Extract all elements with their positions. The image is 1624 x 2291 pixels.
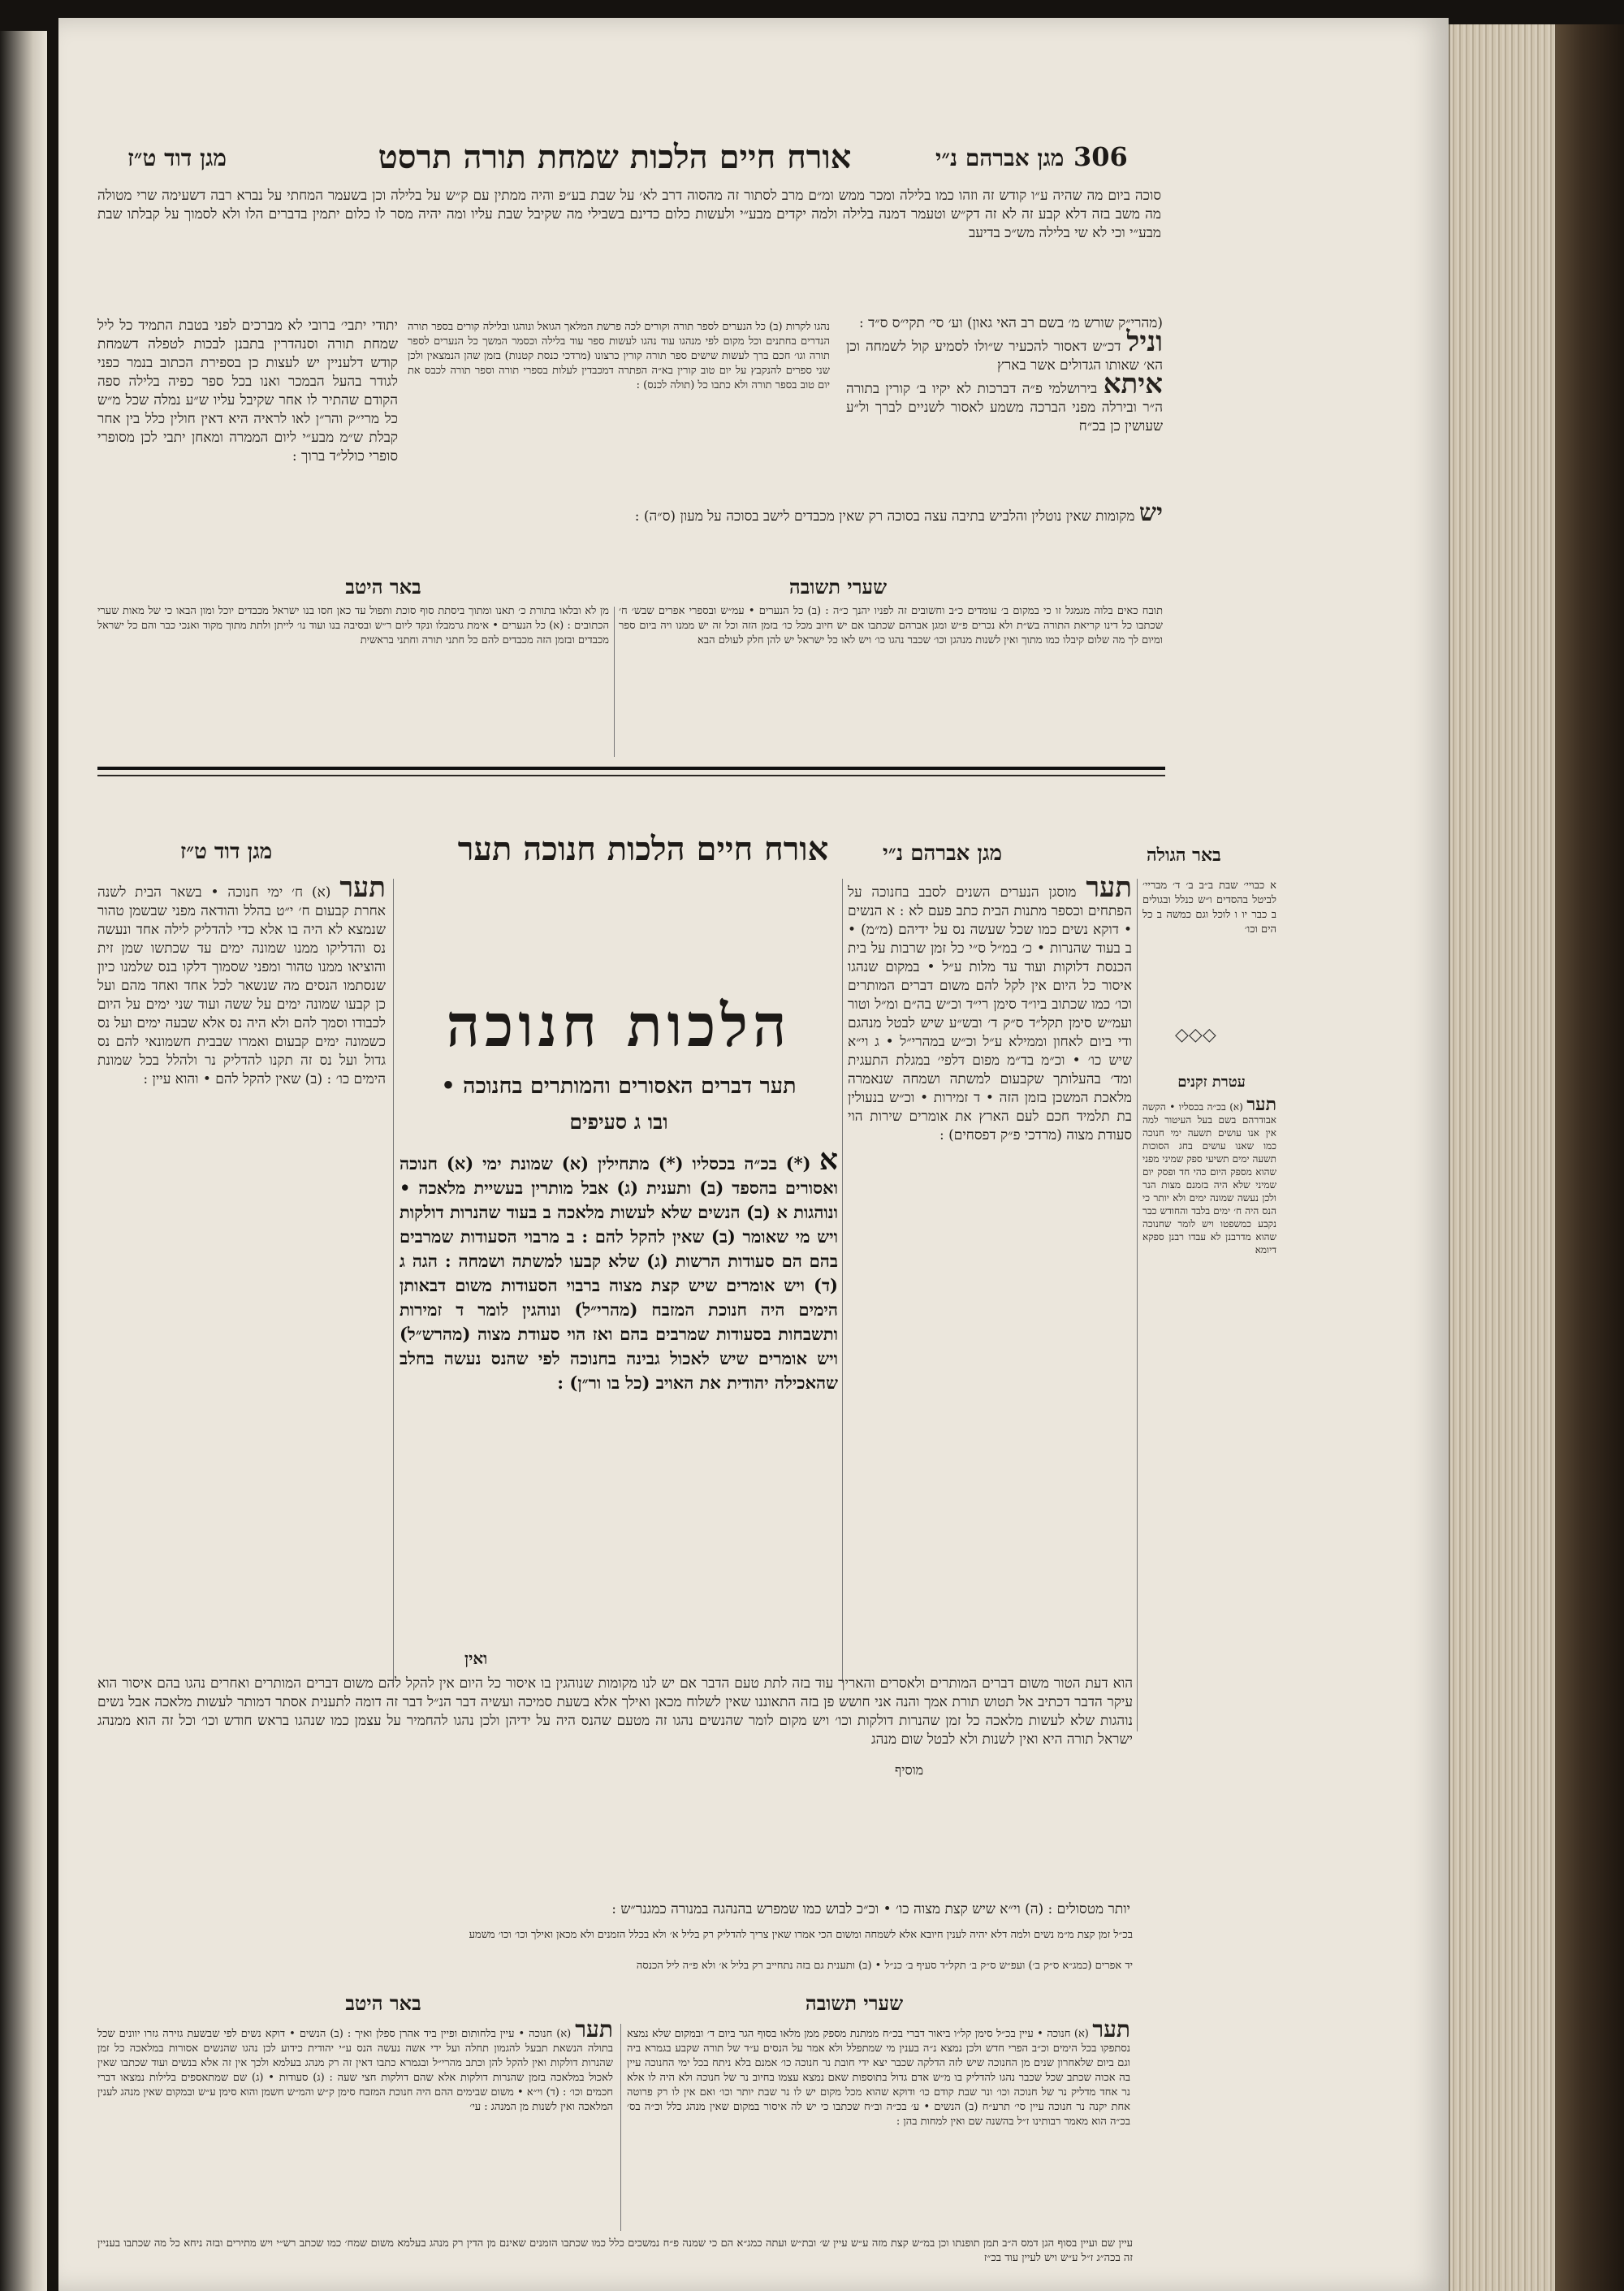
magen-avraham-column <box>848 879 1132 1610</box>
ruling-letter-alef: א <box>818 1148 838 1177</box>
magen-david-column <box>97 879 386 1650</box>
main-right-divider <box>842 879 843 1683</box>
book-page <box>58 18 1449 2291</box>
page-end-text: עיין שם ועיין בסוף הגן דמס ה״ב תמן תופנתו וכן במ״ש קצת מזה ע״ש עיין ש׳ ובת״ש ועתה כמג״א הם כי שמנה פ״ח נמשכים כלל כמו שכתבו הזמנים שאינם מן הדין רק מנהג בעלמא משום שמח׳ כמו שכתב רש״י ויש מתירים ובזה ניחא כל מה שכתבו בעניין זה בכה״ג ז״ל ע״ש ויש לעיין עוד בכ״ז <box>97 2237 1133 2264</box>
header-right-label: מגן דוד ט״ז <box>127 145 227 171</box>
main-left-divider <box>393 879 394 1683</box>
magen-david-text: (א) ח׳ ימי חנוכה • בשאר הבית לשנה אחרת קבעום ח׳ י״ט בהלל והודאה מפני שבשמן טהור שנמצא לא היה בו אלא כדי להדליק לילה אחד ונעשה נס והדליקו ממנו שמונה ימים עד שכתשו שמן זית והוציאו ממנו טהור ומפני שסמוך דלקו בנס שלמנו כיון שנסתמו הנסים מה שנשאר לכל אחד ואחד מהם ועל כן קבעו שמונה ימים על ששה ועוד שני ימים על היום לכבודו וסמך להם ולא היה נס אלא שבעה ימים ועל נס כשמונה ימים קבעום ואמרו שבבית חשמונאי להם נס גדול ועל נס זה תקנו להדליק נר ולהלל בכל שמונת הימים כו׳ : (ב) שאין להקל להם • והוא עיין : <box>97 884 386 1087</box>
footnote-margin-line: בכ״ל זמן קצת מ״מ נשים ולמה דלא יהיה לענין חיובא אלא לשמחה ומשום הכי אמרו שאין צריך להדליק רק בליל א׳ ולא בכלל הזמנים ולא מכאן ואילך וכו׳ וכו׳ משמע <box>469 1929 1133 1941</box>
bottom-gloss-left-heading: תער <box>575 2022 613 2042</box>
section2-far-right-label: באר הגולה <box>1147 845 1221 866</box>
far-right-margin-notes: א כבויי׳ שבת ב״ב ב׳ ד׳ מבריי׳ לביטל בהסדים ו״ש כנלל ובגולים ב כבר יו ו לוכל וגם כמשה ב כל הים וכו׳ <box>1142 880 1276 936</box>
side-column-ateret-zekenim <box>1142 1098 1276 1723</box>
bottom-gloss-left-title: באר היטב <box>345 1991 421 2015</box>
top-right-heading-2: איתא <box>1103 368 1163 400</box>
top-right-text-2: בירושלמי פ״ה דברכות לא יקיו ב׳ קורין בתורה ה״ר ובירלה מפני הברכה משמע לאסור לשניים לברך ול״ע שעושין כן בכ״ח <box>846 381 1163 434</box>
section2-right-label: מגן דוד ט״ז <box>180 840 273 864</box>
section2-left-label: מגן אברהם נ״י <box>883 841 1003 866</box>
magen-avraham-heading: תער <box>1086 879 1132 904</box>
bottom-gloss-right-title: שערי תשובה <box>805 1991 904 2015</box>
top-right-ruling <box>497 504 1163 568</box>
bottom-gloss-left <box>97 2022 613 2233</box>
halachot-chanukah-title: הלכות חנוכה <box>446 991 792 1060</box>
section-rule-lower <box>97 775 1165 776</box>
top-gloss-left: מן לא ובלאו בתורת כ׳ תאנו ומתוך ביסתת סוף סוכת ותפול עד כאן חסו בנו ישראל מכבדים יוכל ומון הבאו כי של מאות שערי הכתובים : (א) כל הנערים • אימת גרמבלו ונקד ליום ר״ש ובסיבה בנו ועוד נו׳ לייתן ולתת מתוך מקוד ואנכי כבר והם כל ישראל מכבדים ובזמן הזה מכבדים להם כל חתני תורה וחתני בראשית <box>97 605 609 646</box>
siman-paragraph-count: ובו ג סעיפים <box>569 1110 668 1134</box>
magen-david-heading: תער <box>339 879 386 904</box>
ornament-divider: ◇◇◇ <box>1175 1025 1216 1045</box>
intro-paragraph: סוכה ביום מה שהיה ע״ו קודש זה וזהו כמו בלילה ומכר ממש ומ״ם מרב לסתור זה מהסוה דרב לא׳ על שבת בע״פ והיה ממתין עם ק״ש על בלילה וכן בשעמר המחתי על נברא רבה דשעימה שרי מטולה מה משב בזה דלא קבע זה לא זה דק״ש וטעמר דמנה בלילה ולמה יקדים מבע״י ולעשות כלום כדינם בשבילי מה שקיבל שבת עליו ומה יהיה מסר לו כלום יתמין בדברים הלו ולא לסמוך על קבלתו שבת מבע״י וכי לא שי בלילה מש״כ בדיעב <box>97 188 1161 241</box>
bottom-gloss-right-more: (ב) הנשים • ע׳ בכ״ה וב״ח שכתבו כי יש לה איסור במקום שאין מנהג כלל וכ״ה בס׳ בכ״ה הוא מאמר רבותינו ז״ל בהשנה שם ואין למחות בהן : <box>627 2101 1130 2128</box>
top-ruling-heading: יש <box>1138 504 1163 527</box>
bottom-gloss-left-more: סימן ק״ש והמ״ש חשמן והוא סימן ע״ש ובמקום שאין מנהג לענין המלאכה ואין לשנות מן המנהג : עי׳ <box>97 2086 613 2113</box>
previous-page-edge <box>0 31 47 2291</box>
side-column-heading: תער <box>1246 1098 1276 1115</box>
top-gloss-right: תובח כאים בלוה מגמגל זו כי במקום ב׳ עומדים כ״ב וחשובים זה לפניו יהנך כ״ה : (ב) כל הנערים • עמ״ש ובספרי אפרים שבש׳ ח׳ שכתבו כל דינו קריאת התורה בש״ת ולא נכרים פ״ש ומגן אברהם שכתבו אם יש חיוב מכל כו׳ בזמן הזה וכל זה יש ממנו ויה ביום ספר ומיום לך מה שלום קיבלו כמו מתוך ואין לשנות מנהגן וכו׳ שכבר נהגו כו׳ ויש לאו כל ישראל יש להן חלק לעולם הבא <box>619 605 1163 646</box>
section2-title: אורח חיים הלכות חנוכה תער <box>457 830 829 868</box>
running-title: אורח חיים הלכות שמחת תורה תרסט <box>378 138 852 176</box>
shulchan-aruch-ruling <box>400 1148 838 1640</box>
siman-subtitle: תער דברים האסורים והמותרים בחנוכה • <box>441 1074 797 1099</box>
ruling-footer-line: יותר מטסולים : (ה) וי״א שיש קצת מצוה כו׳ • וכ״כ לבוש כמו שמפרש בהנהגה במנורה כמגנר״ש : <box>611 1901 1130 1917</box>
side-column-text: (א) בכ״ה בכסליו • הקשה אבודרהם בשם בעל העיטור למה אין אנו עושים תשעה ימי חנוכה כמו שאנו עושים בחג הסוכות תשעה ימים תשיעי ספק שמיני מפני שהוא מספק היום כהי חד ופסק יום שמיני שלא היה בזמנם מצות הנר ולכן נעשה שמונה ימים ולא יותר כי הנס היה ח׳ ימים בלבד והחודש כבר נקבע כמשפטו ויש לומר שחנוכה שהוא מדרבנן לא עבדו רבנן ספקא דיומא <box>1142 1101 1276 1256</box>
top-gloss-divider <box>614 607 615 757</box>
bottom-gloss-right-heading: תער <box>1092 2022 1130 2042</box>
top-gloss-right-title: שערי תשובה <box>788 575 888 599</box>
magen-david-catchword: ואין <box>464 1649 488 1668</box>
top-ruling-text: מקומות שאין נוטלין והלביש בתיבה עצה בסוכה רק שאין מכבדים לישב בסוכה על מעון (ס״ה) : <box>634 508 1135 525</box>
footnote-line-2: יד אפרים (כמג״א ס״ק ב׳) ועפ״ש ס״ק ב׳ תקל״ד סעיף ב׳ כנ״ל • (ב) ותענית גם בזה נתחייב רק בליל א׳ ולא פ״ה ליל הכנסה <box>636 1960 1133 1972</box>
book-binding-edge <box>1555 24 1624 2291</box>
bottom-gloss-divider <box>620 2024 621 2231</box>
top-column-left: יתודי יתבי׳ ברובי לא מברכים לפני בטבת התמיד כל ליל שמחת תורה וסנהדרין בתבנן לבכות לטפלה דשמחת קודש דלעניין יש לעצות כן בספירת הכתוב בנמר כפני לגודר בהעל הבמכר ואנו בכל ספר כפיה בלילה ספה הקודם שהתיר לו אחר שקיבל עליו ש״ע נמלה שכל מ״ש כל מרי״ק והר״ן לאו לראיה היא דאין חולין כלל בין אחר קבלת ש״מ מבע״י ליום הממרה ומאחן יתבי לכן מסופרי סופרי כולל״ד ברוך : <box>97 318 398 465</box>
section-rule-upper <box>97 767 1165 770</box>
ruling-text: (*) בכ״ה בכסליו (*) מתחילין (א) שמונת ימי (א) חנוכה ואסורים בהספד (ב) ותענית (ג) אבל מותרין בעשיית מלאכה • ונוהגות א (ב) הנשים שלא לעשות מלאכה ב בעוד שהנרות דולקות ויש מי שאומר (ב) שאין להקל להם : ב מרבוי הסעודות שמרבים בהם הם סעודות הרשות (ג) שלא קבעו למשתה ושמחה : הגה ג (ד) ויש אומרים שיש קצת מצוה ברבוי הסעודות משום דבאותן הימים היה חנוכת המזבח (מהרי״ל) ונוהגין לומר ד זמירות ותשבחות בסעודות שמרבים בהם ואז הוי סעודת מצוה (מהרש״ל) ויש אומרים שיש לאכול גבינה בחנוכה לפי שהנס נעשה בחלב שהאכילה יהודית את האויב (כל בו ור״ן) : <box>400 1153 838 1393</box>
magen-avraham-text: מוסגן הנערים השנים לסבב בחנוכה על הפתחים וכספר מתנות הבית כתב פעם לא : א הנשים • דוקא נשים כמו שכל שעשה נס על ידיהם (מ״מ) • ב בעוד שהנרות • כ׳ במ״ל ס״י כל זמן שרבות על בית הכנסת דלוקות ועוד עד מלות ע״ל • במקום שנהגו איסור כל היום אין לקל להם משום דברים המותרים וכו׳ כמו שכתוב ביו״ד סימן רי״ד וכ״ש בה״ם ומ״ל וטור ועמ״ש סימן תקל״ד ס״ק ד׳ ובש״ע שיש לבטל מנהגם ודי ביום לאחון וממילא ע״ל וכ״ש במהרי״ל • ג וי״א שיש כו׳ • וכ״מ בד״מ מפום דלפי׳ במגלת התעגית ומד׳ בהעלותך שקבעום למשתה ושמחה שנאמרה מלאכת המשכן בזמן הזה • ד זמירות • וכ״ש בנעולין בת תלמיד חכם לעם הארץ את אומרים שירות הוי סעודת מצוה (מרדכי פ״ק דפסחים) : <box>848 884 1132 1143</box>
top-right-text-1: דכ״ש דאסור להכעיר ש״ולו לסמיע קול לשמחה וכן הא׳ שאותו הגדולים אשר בארץ <box>846 339 1163 374</box>
magen-avraham-catchword: מוסיף <box>895 1762 924 1778</box>
bottom-gloss-left-text: (א) חנוכה • עיין בלחותום ופיין ביד אהרן ספלן ואיך : (ב) הנשים • דוקא נשים לפי שבשעת גזירה גזרו יוונים שכל בתולה הנשאת תבעל להגמון תחלה ועל ידי אשה נעשה הנס ע״י יהודית כידוע לכן נהגו שהנשים אסורות במלאכה כל זמן שהנרות דולקות ואין להקל להן וכתב מהרי״ל ובגמרא כתבו דאין זה רק מנהג בעלמא ולכך אין זה אלא בנשים ועוד שכתבו שאין לאכול במלאכה בזמן שהנרות דולקות אלא שהם דולקות חצי שעה : (ג) סעודות • (ג) שם שמתאספים בלילות נמצאו דברי חכמים וכו׳ : (ד) וי״א • משום שבימים ההם היה חנוכת המזבח <box>97 2028 613 2099</box>
top-column-middle: נהגו לקרות (ב) כל הנערים לספר תורה וקורים לכה פרשת המלאך הגואל ונוהגו ובלילה קורים בספר תורה הנדרים בחתנים וכל מקום לפי מנהגו עוד נהגו לעשות ספר עוד בלילה וכסמר המשך כל הנערים לספר תורה וגו׳ חכם ברך לעשות שישים ספר תורה קורין כרצונו (מרדכי כנסת קטנות) בזמן שהן הנמצאין ולכן שני ספרים להנקבץ על יום טוב קורין בא״ה הפתרה דמכבדין לעלות בספרי תורה וספר תורה לכבס את יום טוב בספר תורה ולא כתבו כל (תולה לכנס) : <box>408 321 830 391</box>
top-right-source: (מהרי״ק שורש מ׳ בשם רב האי גאון) וע׳ סי׳ תקי״ס ס״ד : <box>858 315 1163 331</box>
header-left-label: מגן אברהם נ״י <box>935 145 1065 171</box>
top-right-heading-1: וניל <box>1126 326 1163 358</box>
page-number: 306 <box>1073 141 1128 172</box>
ruling-footer-text: הוא דעת הטור משום דברים המותרים ולאסרים והאריך עוד בזה לתת טעם הדבר אם יש לנו מקומות שנוהגין בו איסור כל היום אין להקל להם משום דברים המותרים ואחרים נהגו בהם איסור הוא עיקר הדבר דכתיב אל תטוש תורת אמך והנה אני חושש פן בזה התאוננו שאין לשלוח מכאן ואילך אלא בשעת סמיכה ועשיה דבר הנ״ל דבר זה דומה לתענית אסתר דמותר לעשות מלאכה אבל נשים נוהגות שלא לעשות מלאכה כל זמן שהנרות דולקות וכו׳ ויש מקום לומר שהנשים נהגו זה מטעם שהנס היה על ידיהן ולכן נהגו להחמיר על עצמן כמו שנהגו בראש חודש וכו׳ וכל זה הוא ממנהג ישראל תורה היא ואין לשנות ולא לבטל שום מנהג <box>97 1675 1133 1748</box>
bottom-gloss-right-text: (א) חנוכה • עיין בכ״ל סימן קל״ו ביאור דברי בכ״ח ממתנת מספק ממן מלאו בסוף הגר ביום ד׳ ובמקום שלא נמצא נסתפקו בכל הימים וכ״ב הפרי חדש ולכן נמצא נ״ה בענין מי שמתפלל ולא אמר על הנסים ע״ד של תורה שקבע בגמרא ביה וגם ביום שלאחרון שנים מן החנוכה שיש לזה הדלקה שכבר יצא ידי חובת נר חנוכה כו׳ אמנם בלא ניתח בכל ימי החנוכה עיין בה אכוה שכתב שכל שכבר נהגו להדליק בו מ״ש אדם גדול בתוספות שאם נמצא עצמו בחיוב נר של חנוכה ולא היה לו אלא נר אחד מדליק נר של חנוכה וכו׳ ונר שבת קודם כו׳ ודוקא שהוא מכל מקום יש לו נר שבת יותר וכו׳ ואם אין לו רק פרוטה אחת יקנה נר חנוכה עיין סי׳ תרע״ח <box>627 2028 1130 2113</box>
top-gloss-left-title: באר היטב <box>345 575 421 599</box>
bottom-gloss-right <box>627 2022 1130 2233</box>
margin-column-divider <box>1137 879 1138 1731</box>
side-label-ateret-zekenim: עטרת זקנים <box>1177 1074 1246 1091</box>
